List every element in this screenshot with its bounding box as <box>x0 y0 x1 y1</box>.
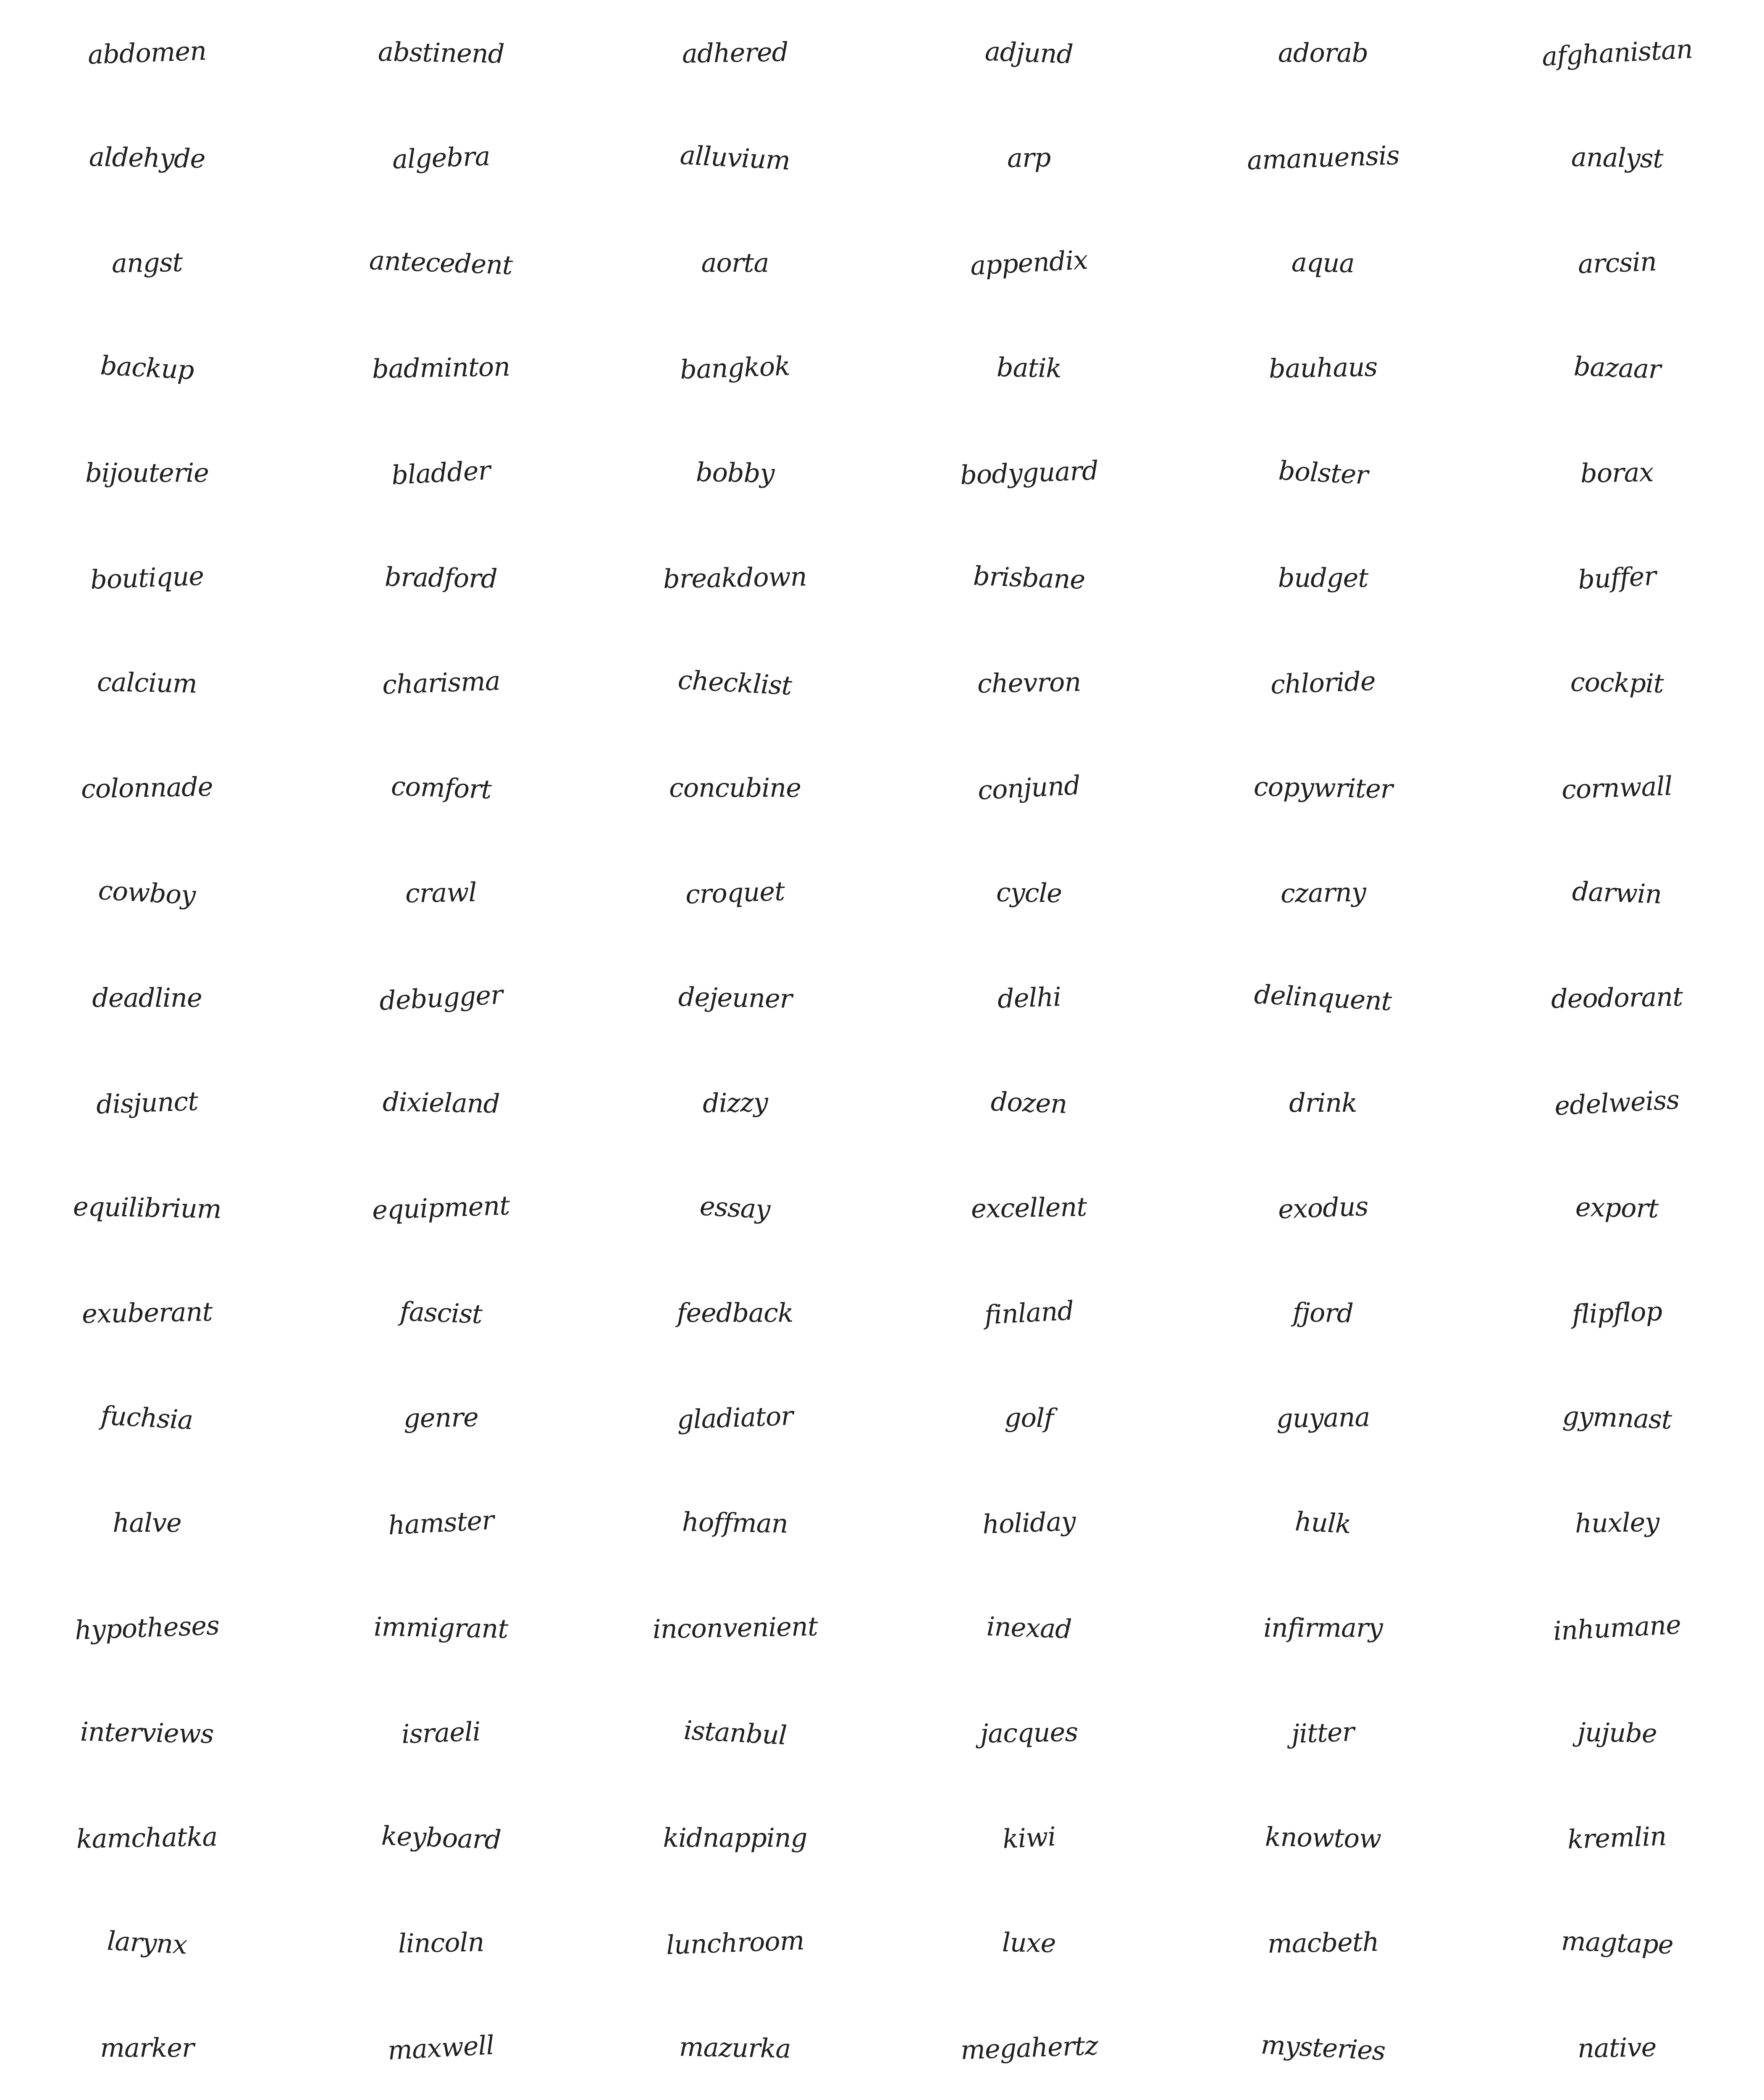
word-cell <box>1176 0 1470 105</box>
handwritten-word: algebra <box>391 140 491 175</box>
word-cell <box>588 0 882 105</box>
handwritten-word: adjund <box>984 35 1074 70</box>
handwritten-word: mysteries <box>1260 2029 1386 2066</box>
handwritten-word: checklist <box>677 664 793 701</box>
word-cell <box>0 1680 294 1785</box>
handwritten-word: angst <box>111 247 183 278</box>
handwritten-word: macbeth <box>1267 1926 1379 1959</box>
handwritten-word: deadline <box>92 982 202 1013</box>
handwritten-word: aldehyde <box>89 141 205 174</box>
word-cell <box>0 0 294 105</box>
word-cell <box>1176 210 1470 315</box>
handwritten-word: lunchroom <box>665 1924 805 1961</box>
handwritten-word: budget <box>1278 562 1368 593</box>
handwritten-word: antecedent <box>369 244 513 281</box>
word-cell <box>1176 420 1470 525</box>
word-cell <box>1176 1680 1470 1785</box>
handwritten-word: bijouterie <box>85 457 209 488</box>
word-cell <box>1470 1890 1764 1995</box>
word-cell <box>1176 315 1470 420</box>
handwritten-word: crawl <box>405 877 477 908</box>
handwritten-word: debugger <box>378 979 504 1016</box>
word-cell <box>0 945 294 1050</box>
handwritten-word: copywriter <box>1253 771 1393 804</box>
word-cell <box>294 0 588 105</box>
word-cell <box>1470 840 1764 945</box>
handwritten-word: equilibrium <box>73 1191 221 1224</box>
word-cell <box>588 105 882 210</box>
handwritten-word: essay <box>699 1190 771 1225</box>
handwritten-word: badminton <box>372 351 510 384</box>
word-cell <box>882 210 1176 315</box>
word-cell <box>1176 1365 1470 1470</box>
word-cell <box>1470 210 1764 315</box>
word-cell <box>0 1470 294 1575</box>
word-cell <box>1470 525 1764 630</box>
handwritten-word: keyboard <box>381 1820 501 1855</box>
word-cell <box>0 1785 294 1890</box>
handwritten-word: buffer <box>1577 560 1657 595</box>
word-cell <box>1470 945 1764 1050</box>
handwritten-word: interviews <box>80 1716 214 1749</box>
handwritten-word: appendix <box>969 244 1089 281</box>
word-cell <box>1470 735 1764 840</box>
word-cell <box>588 210 882 315</box>
handwritten-word: exodus <box>1277 1190 1369 1225</box>
word-cell <box>882 1890 1176 1995</box>
handwritten-word: disjunct <box>95 1085 199 1120</box>
handwritten-word: golf <box>1004 1402 1054 1433</box>
word-cell <box>294 735 588 840</box>
word-cell <box>882 0 1176 105</box>
word-cell <box>882 1050 1176 1155</box>
handwritten-word: amanuensis <box>1246 139 1400 176</box>
word-cell <box>1470 0 1764 105</box>
word-cell <box>588 525 882 630</box>
handwritten-word: bolster <box>1277 454 1369 491</box>
handwritten-word: cornwall <box>1561 770 1673 805</box>
handwritten-word: concubine <box>669 772 801 803</box>
handwritten-word: abdomen <box>87 35 207 70</box>
word-cell <box>294 1575 588 1680</box>
handwritten-word: analyst <box>1571 141 1663 174</box>
handwritten-word: fascist <box>399 1296 483 1329</box>
word-cell <box>882 1995 1176 2100</box>
handwritten-word: mazurka <box>679 2031 791 2064</box>
word-cell <box>882 840 1176 945</box>
handwritten-word: arp <box>1007 142 1051 173</box>
handwritten-word: cockpit <box>1570 666 1664 699</box>
word-cell <box>0 630 294 735</box>
handwritten-word: dozen <box>990 1086 1068 1119</box>
word-cell <box>1470 630 1764 735</box>
handwritten-word: inexad <box>986 1610 1072 1645</box>
handwritten-word: bauhaus <box>1268 351 1378 384</box>
word-cell <box>0 1575 294 1680</box>
word-cell <box>1176 840 1470 945</box>
handwritten-word: adhered <box>682 36 788 69</box>
handwritten-word: inhumane <box>1552 1609 1682 1646</box>
handwritten-word: jacques <box>980 1716 1078 1749</box>
handwritten-word: gymnast <box>1562 1400 1672 1435</box>
word-cell <box>1176 105 1470 210</box>
word-cell <box>588 1890 882 1995</box>
handwritten-word: flipflop <box>1571 1295 1663 1330</box>
word-cell <box>1470 1680 1764 1785</box>
handwritten-word: equipment <box>372 1189 510 1226</box>
word-cell <box>1176 1260 1470 1365</box>
handwritten-word: arcsin <box>1577 246 1657 279</box>
handwritten-word: hulk <box>1294 1506 1352 1539</box>
word-cell <box>1470 1155 1764 1260</box>
handwritten-word: magtape <box>1560 1925 1674 1960</box>
handwritten-word: delhi <box>997 981 1061 1014</box>
word-cell <box>1470 1260 1764 1365</box>
handwritten-word: kamchatka <box>76 1821 218 1854</box>
word-cell <box>882 735 1176 840</box>
word-cell <box>588 1995 882 2100</box>
word-cell <box>0 105 294 210</box>
handwritten-word: bazaar <box>1573 350 1661 385</box>
handwritten-word: boutique <box>89 560 205 595</box>
word-cell <box>882 1365 1176 1470</box>
handwritten-word: lincoln <box>398 1926 484 1959</box>
word-cell <box>1470 1470 1764 1575</box>
word-cell <box>0 1995 294 2100</box>
handwritten-word: jitter <box>1291 1716 1355 1749</box>
word-cell <box>0 525 294 630</box>
word-cell <box>882 1470 1176 1575</box>
word-cell <box>294 1155 588 1260</box>
handwritten-word: exuberant <box>81 1296 213 1329</box>
word-cell <box>588 840 882 945</box>
word-cell <box>0 315 294 420</box>
word-cell <box>294 420 588 525</box>
word-cell <box>588 1365 882 1470</box>
word-cell <box>1470 1785 1764 1890</box>
word-cell <box>588 1575 882 1680</box>
word-cell <box>882 420 1176 525</box>
word-cell <box>588 315 882 420</box>
handwritten-word: halve <box>113 1507 181 1538</box>
handwritten-word: abstinend <box>378 36 504 69</box>
handwritten-word: charisma <box>381 665 501 700</box>
word-cell <box>882 315 1176 420</box>
word-cell <box>882 105 1176 210</box>
word-cell <box>1470 105 1764 210</box>
word-cell <box>882 1155 1176 1260</box>
handwritten-word: bangkok <box>679 350 791 385</box>
handwritten-word: maxwell <box>387 2029 495 2066</box>
handwritten-word: cowboy <box>97 874 197 911</box>
word-cell <box>1176 630 1470 735</box>
handwritten-word: infirmary <box>1263 1612 1383 1643</box>
handwritten-word: fjord <box>1292 1297 1354 1328</box>
handwritten-word: hoffman <box>682 1506 788 1539</box>
word-cell <box>1176 945 1470 1050</box>
handwritten-word: dixieland <box>382 1086 500 1119</box>
handwritten-word: croquet <box>685 875 785 910</box>
handwritten-word: alluvium <box>679 139 791 176</box>
handwritten-word: comfort <box>390 770 492 805</box>
handwritten-word: calcium <box>97 666 197 699</box>
handwritten-word: huxley <box>1575 1506 1659 1539</box>
handwritten-word: aqua <box>1291 247 1355 278</box>
handwritten-word: afghanistan <box>1541 33 1693 72</box>
handwritten-word: istanbul <box>682 1714 788 1751</box>
handwritten-word: fuchsia <box>100 1399 194 1436</box>
handwritten-word: gladiator <box>676 1400 794 1435</box>
word-cell <box>588 1155 882 1260</box>
handwritten-word: inconvenient <box>652 1611 818 1644</box>
word-cell <box>882 525 1176 630</box>
word-cell <box>1470 1575 1764 1680</box>
handwritten-word: dizzy <box>702 1087 768 1118</box>
handwritten-word: backup <box>99 349 195 386</box>
handwritten-word: darwin <box>1572 875 1662 910</box>
handwritten-word: breakdown <box>663 561 807 594</box>
word-cell <box>0 1155 294 1260</box>
word-cell <box>294 525 588 630</box>
handwritten-word: dejeuner <box>678 981 792 1014</box>
word-cell <box>1470 420 1764 525</box>
word-cell <box>294 840 588 945</box>
handwritten-word: kiwi <box>1002 1821 1056 1854</box>
handwritten-word: chevron <box>977 666 1081 699</box>
handwritten-word: edelweiss <box>1554 1084 1680 1121</box>
word-cell <box>0 840 294 945</box>
word-cell <box>0 735 294 840</box>
handwritten-word: hypotheses <box>74 1609 220 1646</box>
handwritten-word: bladder <box>391 454 491 491</box>
word-cell <box>1176 1890 1470 1995</box>
word-cell <box>1176 1155 1470 1260</box>
handwritten-word: luxe <box>1002 1927 1056 1958</box>
handwritten-word: batik <box>996 352 1062 383</box>
handwritten-word: colonnade <box>81 771 213 804</box>
word-cell <box>882 1785 1176 1890</box>
word-cell <box>882 1260 1176 1365</box>
handwritten-word: czarny <box>1280 876 1366 909</box>
handwritten-word: excellent <box>971 1191 1087 1224</box>
handwritten-word: kremlin <box>1567 1820 1667 1855</box>
word-cell <box>1470 1365 1764 1470</box>
word-cell <box>882 630 1176 735</box>
handwritten-word: knowtow <box>1265 1821 1381 1854</box>
word-cell <box>588 1050 882 1155</box>
word-cell <box>294 1890 588 1995</box>
word-cell <box>1470 1995 1764 2100</box>
handwritten-word: megahertz <box>960 2029 1098 2066</box>
word-cell <box>882 1680 1176 1785</box>
word-cell <box>588 420 882 525</box>
word-cell <box>1470 1050 1764 1155</box>
handwritten-word: genre <box>403 1401 479 1434</box>
word-cell <box>882 1575 1176 1680</box>
word-cell <box>294 945 588 1050</box>
word-cell <box>1176 1050 1470 1155</box>
word-cell <box>294 105 588 210</box>
word-cell <box>294 1785 588 1890</box>
word-cell <box>294 1470 588 1575</box>
handwritten-word: export <box>1575 1191 1659 1224</box>
word-cell <box>0 210 294 315</box>
word-cell <box>1176 1575 1470 1680</box>
word-cell <box>294 1050 588 1155</box>
word-cell <box>294 1260 588 1365</box>
handwritten-word: borax <box>1580 456 1654 489</box>
handwritten-word: guyana <box>1276 1401 1370 1434</box>
word-cell <box>0 1890 294 1995</box>
handwritten-word: holiday <box>982 1505 1076 1540</box>
word-cell <box>294 315 588 420</box>
handwritten-word: hamster <box>387 1504 495 1541</box>
word-cell <box>0 420 294 525</box>
word-cell <box>1176 525 1470 630</box>
handwritten-word: bodyguard <box>959 454 1099 491</box>
handwritten-word: chloride <box>1270 665 1376 700</box>
word-cell <box>0 1050 294 1155</box>
word-cell <box>1176 1470 1470 1575</box>
handwritten-word: larynx <box>106 1925 188 1960</box>
handwritten-word: cycle <box>996 877 1062 908</box>
handwritten-word: conjund <box>977 769 1081 806</box>
word-cell <box>0 1260 294 1365</box>
word-cell <box>0 1365 294 1470</box>
handwritten-word: kidnapping <box>663 1822 807 1853</box>
word-cell <box>588 630 882 735</box>
handwritten-word: aorta <box>701 247 769 278</box>
word-cell <box>294 630 588 735</box>
handwritten-word: native <box>1577 2031 1657 2064</box>
word-cell <box>1176 735 1470 840</box>
word-cell <box>588 1260 882 1365</box>
handwritten-word: deodorant <box>1551 981 1683 1014</box>
handwritten-word: adorab <box>1278 37 1368 68</box>
handwritten-word: finland <box>984 1294 1074 1331</box>
word-cell <box>588 945 882 1050</box>
handwritten-word: brisbane <box>972 560 1086 595</box>
word-cell <box>588 735 882 840</box>
handwritten-word: bradford <box>384 561 498 594</box>
word-cell <box>294 1680 588 1785</box>
handwritten-word: feedback <box>677 1297 793 1328</box>
word-cell <box>588 1785 882 1890</box>
handwritten-word: immigrant <box>373 1611 509 1644</box>
handwritten-word: drink <box>1289 1087 1357 1118</box>
handwritten-word: jujube <box>1577 1716 1657 1749</box>
handwritten-word: marker <box>100 2032 194 2063</box>
handwritten-word: bobby <box>696 456 774 489</box>
word-cell <box>588 1680 882 1785</box>
word-cell <box>1176 1995 1470 2100</box>
handwritten-word: delinquent <box>1253 978 1393 1017</box>
handwritten-word: israeli <box>401 1716 481 1749</box>
word-cell <box>1470 315 1764 420</box>
word-cell <box>1176 1785 1470 1890</box>
word-cell <box>294 1995 588 2100</box>
word-cell <box>588 1470 882 1575</box>
word-cell <box>294 1365 588 1470</box>
word-cell <box>294 210 588 315</box>
word-cell <box>882 945 1176 1050</box>
